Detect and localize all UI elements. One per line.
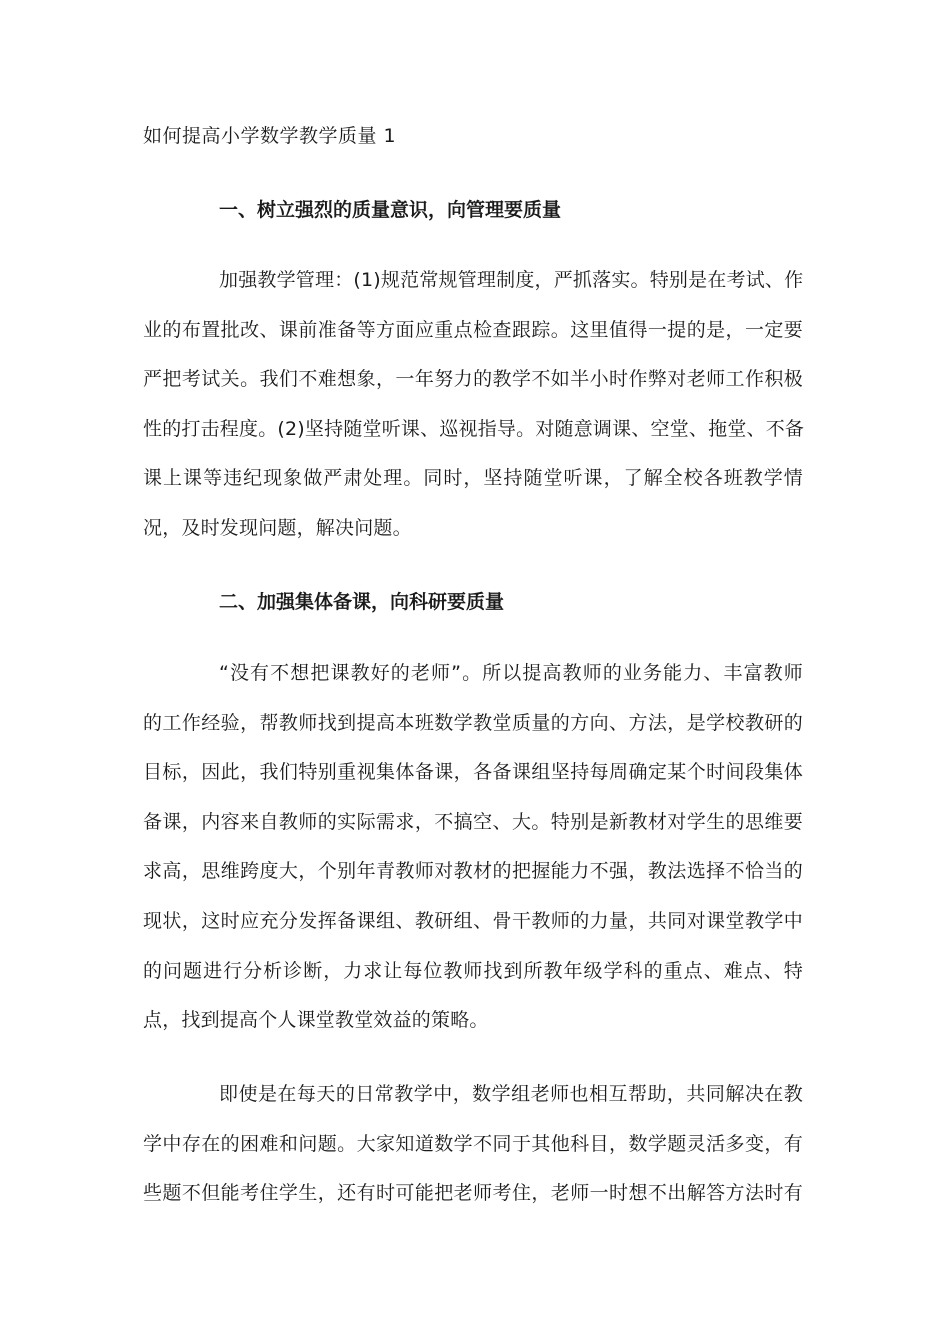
paragraph-line: 求高，思维跨度大，个别年青教师对教材的把握能力不强，教法选择不恰当的 [143, 860, 803, 883]
section-heading-1: 一、树立强烈的质量意识，向管理要质量 [219, 199, 562, 221]
paragraph-line: 现状，这时应充分发挥备课组、教研组、骨干教师的力量，共同对课堂教学中 [143, 909, 803, 932]
paragraph-line: 备课，内容来自教师的实际需求，不搞空、大。特别是新教材对学生的思维要 [143, 810, 803, 833]
document-title: 如何提高小学数学教学质量 1 [143, 125, 397, 147]
section-heading-2: 二、加强集体备课，向科研要质量 [219, 591, 505, 613]
paragraph-3 [143, 1070, 803, 1219]
paragraph-2 [143, 649, 803, 1046]
paragraph-1 [143, 256, 803, 554]
paragraph-line: 性的打击程度。(2)坚持随堂听课、巡视指导。对随意调课、空堂、拖堂、不备 [143, 417, 805, 440]
paragraph-line: 目标，因此，我们特别重视集体备课，各备课组坚持每周确定某个时间段集体 [143, 761, 803, 784]
paragraph-line: 点，找到提高个人课堂教堂效益的策略。 [143, 1009, 489, 1032]
paragraph-line: 课上课等违纪现象做严肃处理。同时，坚持随堂听课，了解全校各班教学情 [143, 467, 803, 490]
paragraph-line: 况，及时发现问题，解决问题。 [143, 516, 412, 539]
paragraph-line: 的工作经验，帮教师找到提高本班数学教堂质量的方向、方法，是学校教研的 [143, 711, 803, 734]
paragraph-line: 些题不但能考住学生，还有时可能把老师考住，老师一时想不出解答方法时有 [143, 1182, 803, 1205]
paragraph-line: 学中存在的困难和问题。大家知道数学不同于其他科目，数学题灵活多变，有 [143, 1132, 803, 1155]
paragraph-line: 即使是在每天的日常教学中，数学组老师也相互帮助，共同解决在教 [219, 1083, 803, 1105]
paragraph-line: 严把考试关。我们不难想象，一年努力的教学不如半小时作弊对老师工作积极 [143, 368, 803, 391]
paragraph-line: 业的布置批改、课前准备等方面应重点检查跟踪。这里值得一提的是，一定要 [143, 318, 803, 341]
paragraph-line: “没有不想把课教好的老师”。所以提高教师的业务能力、丰富教师 [219, 662, 803, 684]
paragraph-line: 加强教学管理：(1)规范常规管理制度，严抓落实。特别是在考试、作 [219, 269, 804, 291]
paragraph-line: 的问题进行分析诊断，力求让每位教师找到所教年级学科的重点、难点、特 [143, 959, 803, 982]
